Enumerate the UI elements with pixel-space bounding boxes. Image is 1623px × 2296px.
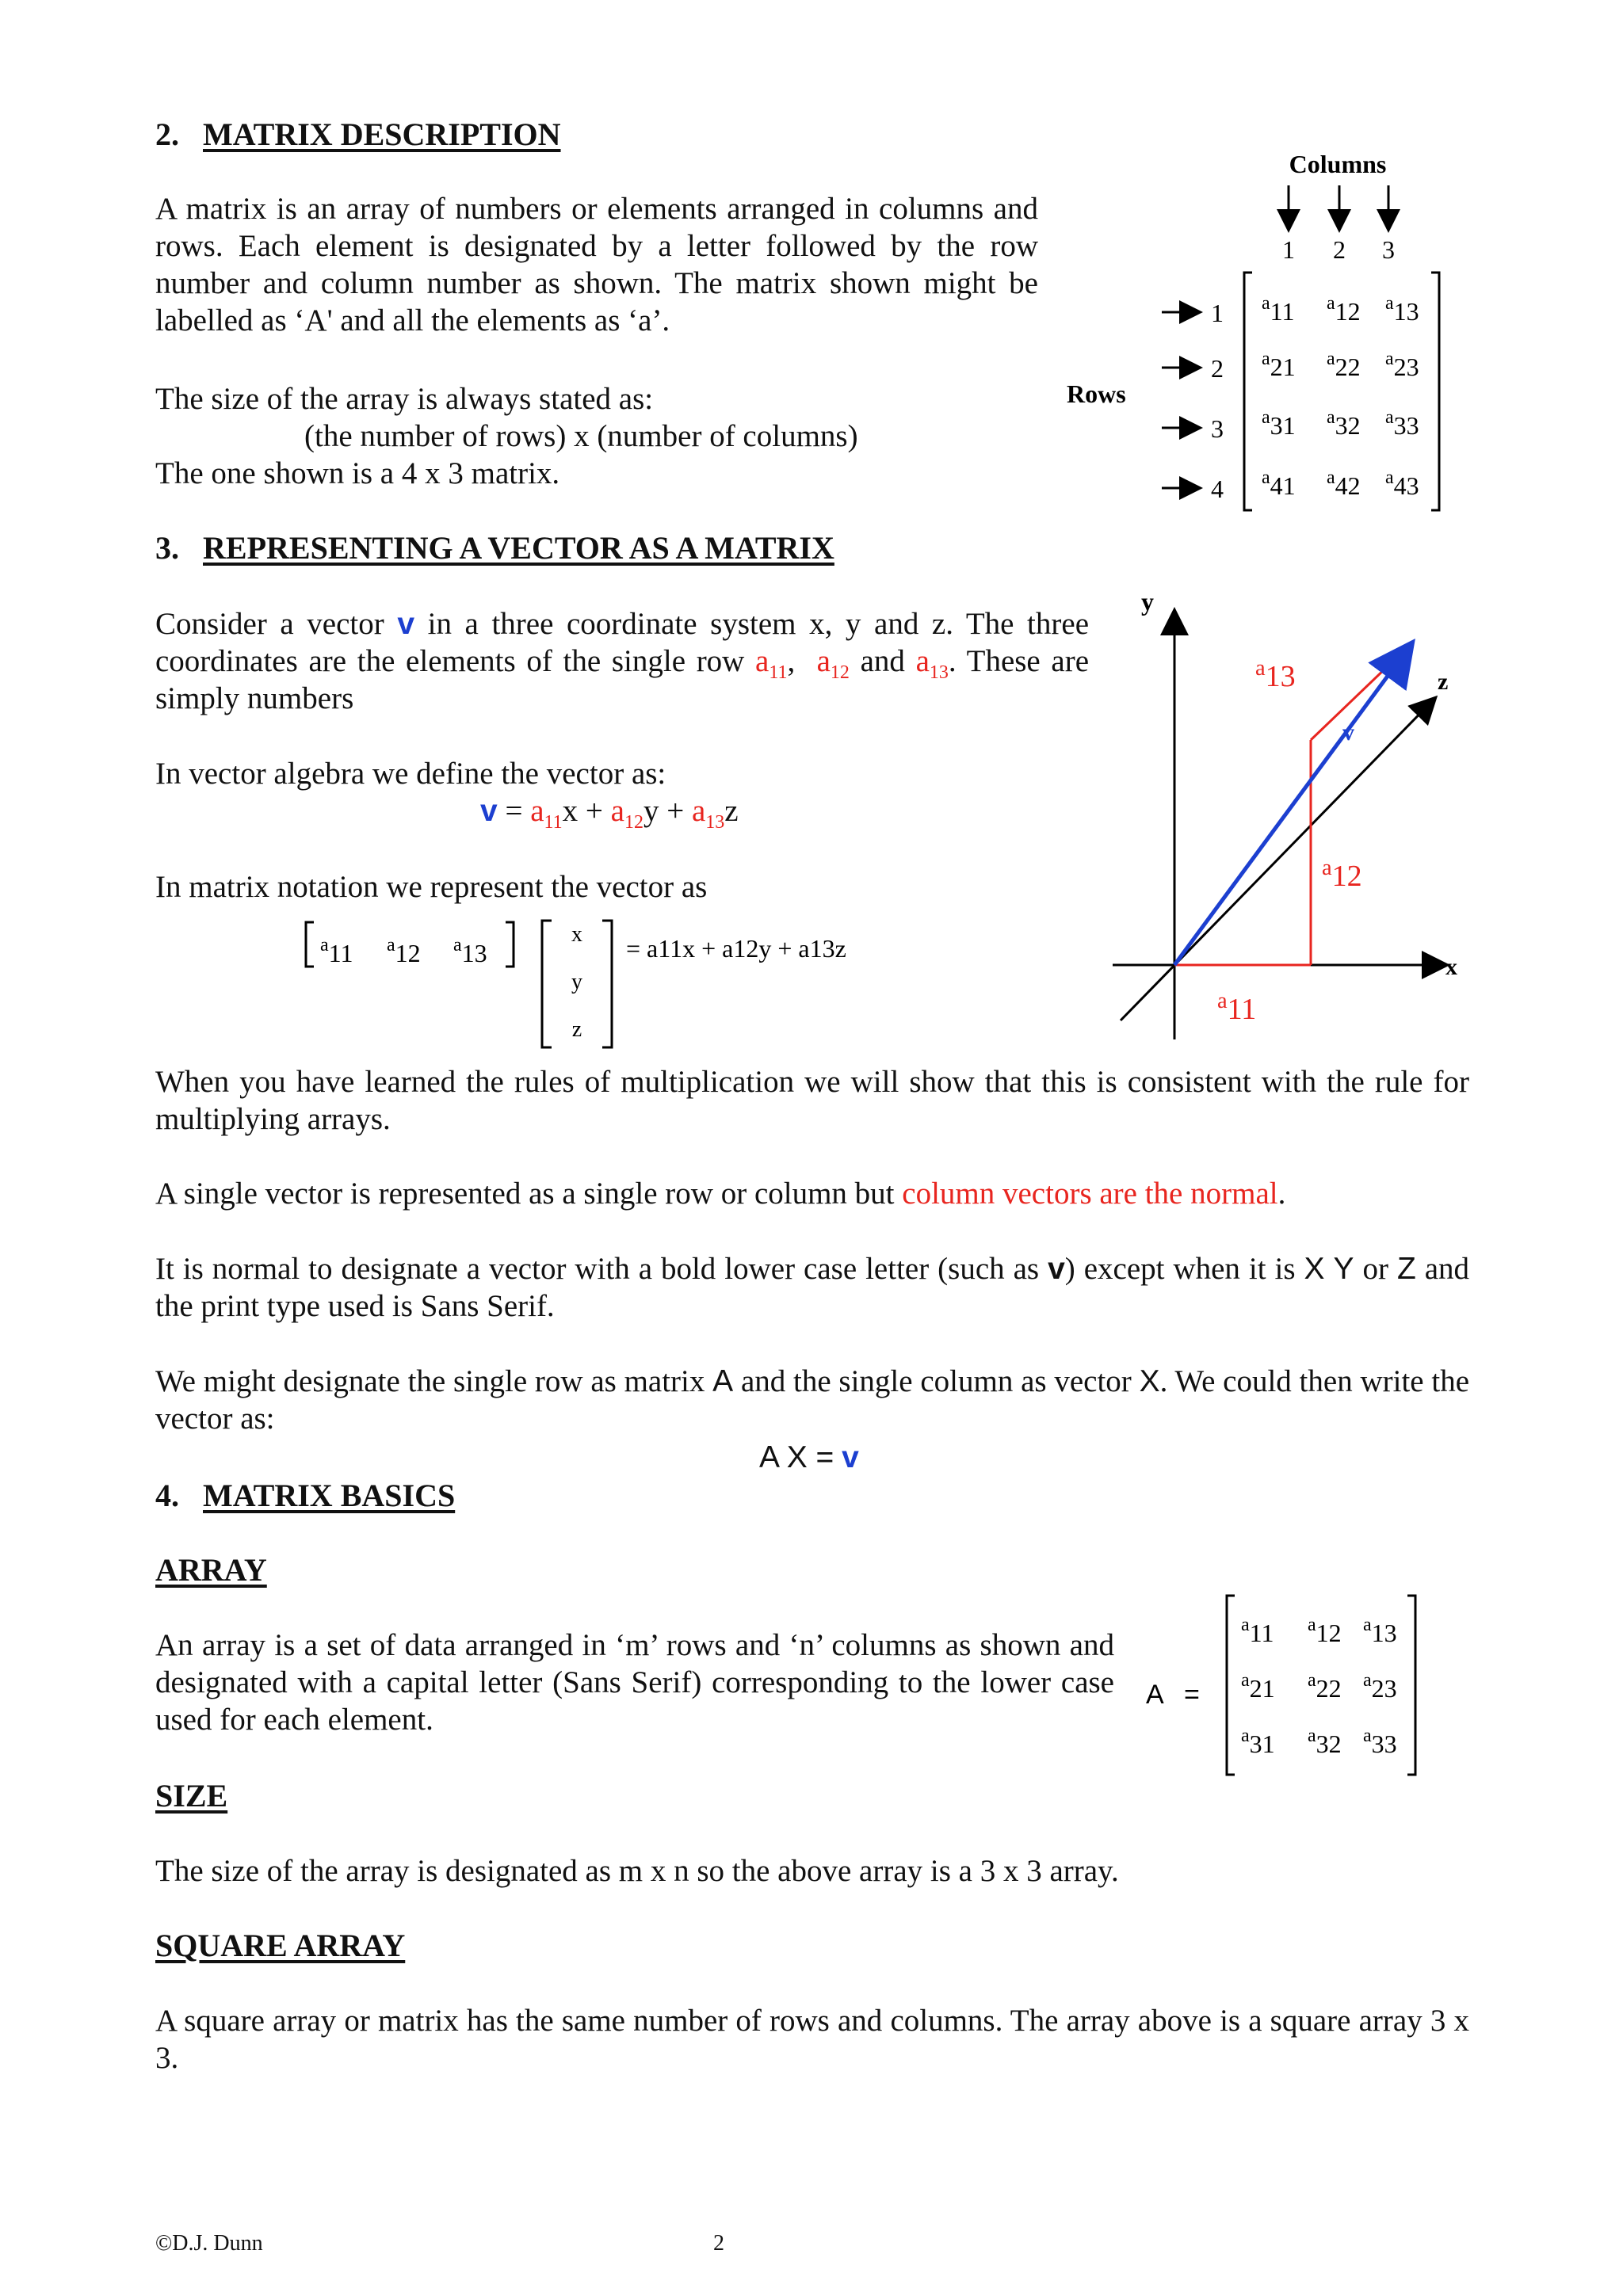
matrix-element: $^a$23 — [1385, 349, 1419, 381]
array-heading: ARRAY — [155, 1552, 267, 1588]
element-a12: $a_{12}$ — [816, 644, 850, 683]
matrix-element: $^a$21 — [1262, 349, 1296, 381]
matrix-right-bracket — [1431, 273, 1439, 510]
matrix-product-result: = a11x + a12y + a13z — [626, 934, 846, 963]
matrix-element: $^a$22 — [1327, 349, 1361, 381]
section-3-heading — [155, 529, 834, 566]
column-vectors-normal-highlight: column vectors are the normal — [902, 1177, 1278, 1211]
row-vector-left-bracket — [306, 922, 314, 967]
matrix-element: $^a$43 — [1385, 467, 1419, 500]
matrix-notation-figure — [298, 910, 948, 1052]
row-number: 3 — [1211, 414, 1224, 443]
array-equals-sign: = — [1184, 1680, 1200, 1710]
size-definition-paragraph: The size of the array is designated as m x n so the above array is a 3 x 3 array. — [155, 1854, 1119, 1888]
row-number: 2 — [1211, 354, 1224, 383]
array-3x3-figure — [1133, 1585, 1434, 1783]
array-element: $^a$23 — [1363, 1670, 1397, 1703]
row-vector-element: $^a$12 — [387, 935, 421, 967]
array-3x3-svg — [1133, 1585, 1434, 1783]
column-vector-left-bracket — [542, 921, 552, 1047]
vector-coordinate-diagram — [1098, 586, 1471, 1046]
footer-page-number: 2 — [713, 2231, 724, 2256]
vector-diagram-svg — [1098, 586, 1471, 1046]
array-left-bracket — [1227, 1596, 1235, 1775]
z-axis-label: z — [1438, 669, 1449, 695]
matrix-element: $^a$11 — [1262, 293, 1295, 326]
array-label-A: A — [1146, 1680, 1164, 1710]
array-definition-paragraph: An array is a set of data arranged in ‘m’ rows and ‘n’ columns as shown and designated with a capital letter (Sans Serif) corresponding to the lower case used for each element. — [155, 1628, 1114, 1737]
array-element: $^a$12 — [1308, 1615, 1342, 1647]
multiplication-rule-paragraph: When you have learned the rules of multiplication we will show that this is consistent with the rule for multiplying arrays. — [155, 1065, 1469, 1136]
section-title: MATRIX DESCRIPTION — [203, 116, 561, 152]
array-element: $^a$33 — [1363, 1726, 1397, 1758]
footer-author: ©D.J. Dunn — [155, 2231, 263, 2256]
matrix-element: $^a$12 — [1327, 293, 1361, 326]
matrix-element: $^a$13 — [1385, 293, 1419, 326]
y-axis-label: y — [1141, 587, 1154, 616]
column-number: 1 — [1282, 235, 1295, 264]
square-array-heading: SQUARE ARRAY — [155, 1928, 406, 1963]
row-vector-element: $^a$11 — [320, 935, 353, 967]
ax-equals-v-equation: A X = v — [759, 1440, 859, 1474]
section-number: 4. — [155, 1478, 179, 1513]
column-vector-right-bracket — [602, 921, 612, 1047]
column-vector-element: y — [571, 970, 582, 994]
size-example-line: The one shown is a 4 x 3 matrix. — [155, 456, 560, 490]
matrix-notation-paragraph: In matrix notation we represent the vector as — [155, 870, 708, 904]
size-heading: SIZE — [155, 1778, 228, 1814]
row-vector-element: $^a$13 — [453, 935, 487, 967]
x-axis-label: x — [1445, 954, 1457, 980]
array-element: $^a$32 — [1308, 1726, 1342, 1758]
section-number: 2. — [155, 116, 179, 152]
element-a13: $a_{13}$ — [915, 644, 949, 683]
array-element: $^a$21 — [1241, 1670, 1275, 1703]
row-vector-right-bracket — [506, 922, 514, 967]
column-number: 3 — [1382, 235, 1395, 264]
matrix-element: $^a$41 — [1262, 467, 1296, 500]
array-element: $^a$13 — [1363, 1615, 1397, 1647]
vector-v-symbol: v — [397, 607, 415, 641]
matrix-designation-paragraph: We might designate the single row as matrix A and the single column as vector X. We could then write the vector as: — [155, 1364, 1470, 1436]
matrix-element: $^a$42 — [1327, 467, 1361, 500]
array-element: $^a$11 — [1241, 1615, 1274, 1647]
matrix-description-paragraph: A matrix is an array of numbers or elements arranged in columns and rows. Each element is designated by a letter followed by the row number and column number as shown. The matrix shown might be labelled as ‘A' and all the elements as ‘a’. — [155, 192, 1038, 338]
matrix-element: $^a$31 — [1262, 407, 1296, 440]
vector-notation-paragraph: It is normal to designate a vector with a bold lower case letter (such as v) except when it is X Y or Z and the print type used is Sans Serif. — [155, 1252, 1470, 1323]
component-a13-label: $^a$13 — [1255, 656, 1296, 693]
section-number: 3. — [155, 530, 179, 566]
row-number: 1 — [1211, 299, 1224, 327]
element-a11: $a_{11}$ — [755, 644, 788, 683]
vector-equation: $v = a_{11}x + a_{12}y + a_{13}z$ — [480, 794, 739, 833]
columns-label: Columns — [1289, 150, 1387, 178]
matrix-left-bracket — [1244, 273, 1252, 510]
matrix-element: $^a$32 — [1327, 407, 1361, 440]
array-element: $^a$22 — [1308, 1670, 1342, 1703]
section-title: REPRESENTING A VECTOR AS A MATRIX — [203, 530, 834, 566]
component-a11-label: $^a$11 — [1217, 989, 1257, 1026]
section-2-heading — [155, 116, 561, 153]
vector-v-label: v — [1342, 719, 1354, 746]
square-array-paragraph: A square array or matrix has the same number of rows and columns. The array above is a square array 3 x 3. — [155, 2004, 1469, 2075]
rows-label: Rows — [1067, 379, 1126, 408]
matrix-element: $^a$33 — [1385, 407, 1419, 440]
size-formula-line: (the number of rows) x (number of columns) — [304, 419, 858, 453]
row-number: 4 — [1211, 475, 1224, 503]
component-a12-label: $^a$12 — [1322, 856, 1362, 893]
array-element: $^a$31 — [1241, 1726, 1275, 1758]
column-number: 2 — [1333, 235, 1346, 264]
matrix-4x3-figure — [1062, 146, 1490, 518]
z-axis — [1121, 699, 1434, 1020]
vector-algebra-paragraph: In vector algebra we define the vector as: — [155, 757, 666, 791]
matrix-4x3-svg — [1062, 146, 1490, 518]
vector-intro-paragraph: Consider a vector v in a three coordinate system x, y and z. The three coordinates are the elements of the single row $a_{11}$, $a_{12}$ and $a_{13}$. These are simply numbers — [155, 607, 1090, 715]
column-vector-element: x — [571, 922, 582, 947]
column-vector-element: z — [571, 1017, 582, 1042]
array-right-bracket — [1407, 1596, 1415, 1775]
size-statement-line: The size of the array is always stated as: — [155, 382, 654, 416]
column-vector-paragraph: A single vector is represented as a single row or column but column vectors are the normal. — [155, 1177, 1286, 1211]
section-title: MATRIX BASICS — [203, 1478, 456, 1513]
matrix-notation-svg — [298, 910, 948, 1052]
section-4-heading — [155, 1477, 455, 1514]
